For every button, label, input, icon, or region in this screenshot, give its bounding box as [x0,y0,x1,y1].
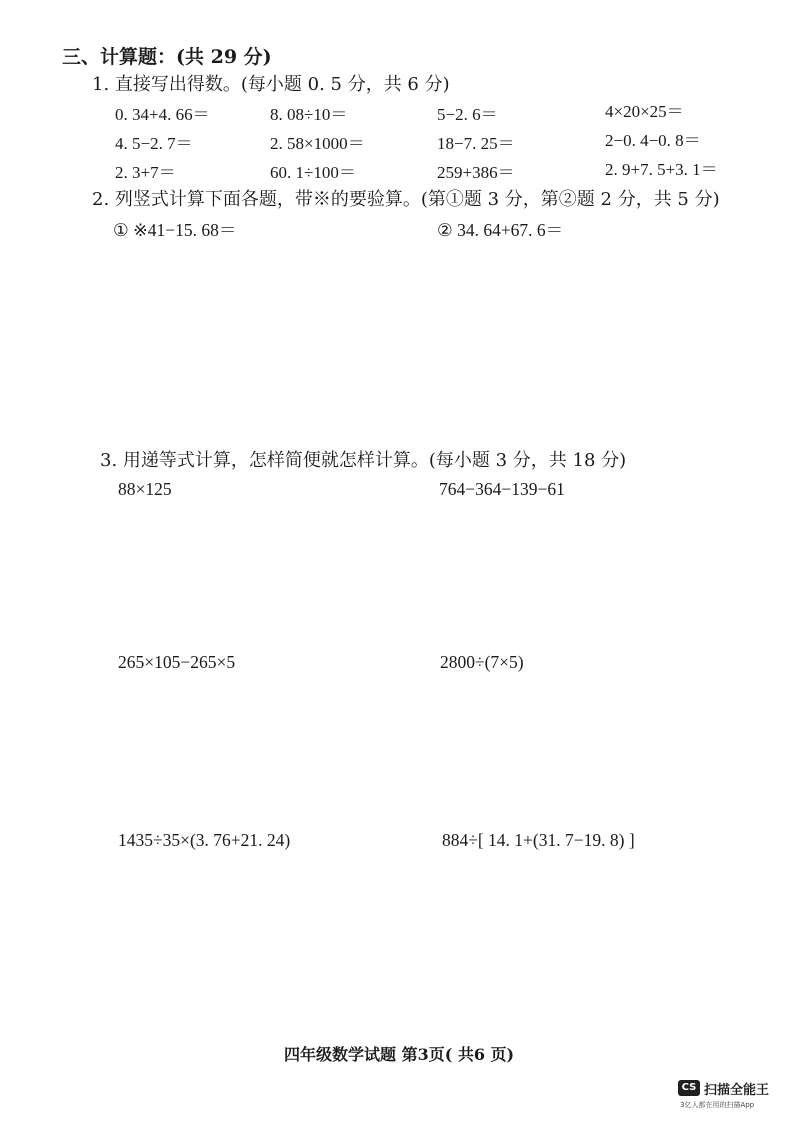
q1-expr: 4. 5−2. 7＝ [115,134,193,153]
q1-expr: 0. 34+4. 66＝ [115,105,210,124]
scanner-watermark [678,1080,790,1116]
q1-expr: 8. 08÷10＝ [270,105,348,124]
q2-item: ② 34. 64+67. 6＝ [437,220,564,240]
q1-expr: 2−0. 4−0. 8＝ [605,131,701,150]
q3-item: 884÷[ 14. 1+(31. 7−19. 8) ] [442,830,635,850]
q3-title: 3. 用递等式计算，怎样简便就怎样计算。(每小题 3 分，共 18 分) [100,450,627,471]
section-title: 三、计算题：(共 29 分) [62,46,272,68]
q1-expr: 259+386＝ [437,163,515,182]
page-footer: 四年级数学试题 第3页( 共6 页) [284,1045,515,1064]
cs-logo-icon: CS [678,1080,700,1096]
q1-expr: 18−7. 25＝ [437,134,515,153]
q3-item: 88×125 [118,479,172,499]
q3-item: 2800÷(7×5) [440,652,524,672]
q1-expr: 60. 1÷100＝ [270,163,356,182]
q1-title: 1. 直接写出得数。(每小题 0. 5 分，共 6 分) [92,74,450,95]
q1-expr: 2. 9+7. 5+3. 1＝ [605,160,718,179]
q1-expr: 2. 58×1000＝ [270,134,365,153]
q3-item: 1435÷35×(3. 76+21. 24) [118,830,291,850]
q3-item: 764−364−139−61 [439,479,565,499]
q1-expr: 5−2. 6＝ [437,105,498,124]
q3-item: 265×105−265×5 [118,652,236,672]
q2-title: 2. 列竖式计算下面各题，带※的要验算。(第①题 3 分，第②题 2 分，共 5 分) [92,189,720,210]
q2-item: ① ※41−15. 68＝ [113,220,237,240]
q1-expr: 4×20×25＝ [605,102,684,121]
watermark-tagline: 3亿人都在用的扫描App [680,1101,755,1109]
q1-expr: 2. 3+7＝ [115,163,176,182]
watermark-name: 扫描全能王 [704,1083,770,1098]
